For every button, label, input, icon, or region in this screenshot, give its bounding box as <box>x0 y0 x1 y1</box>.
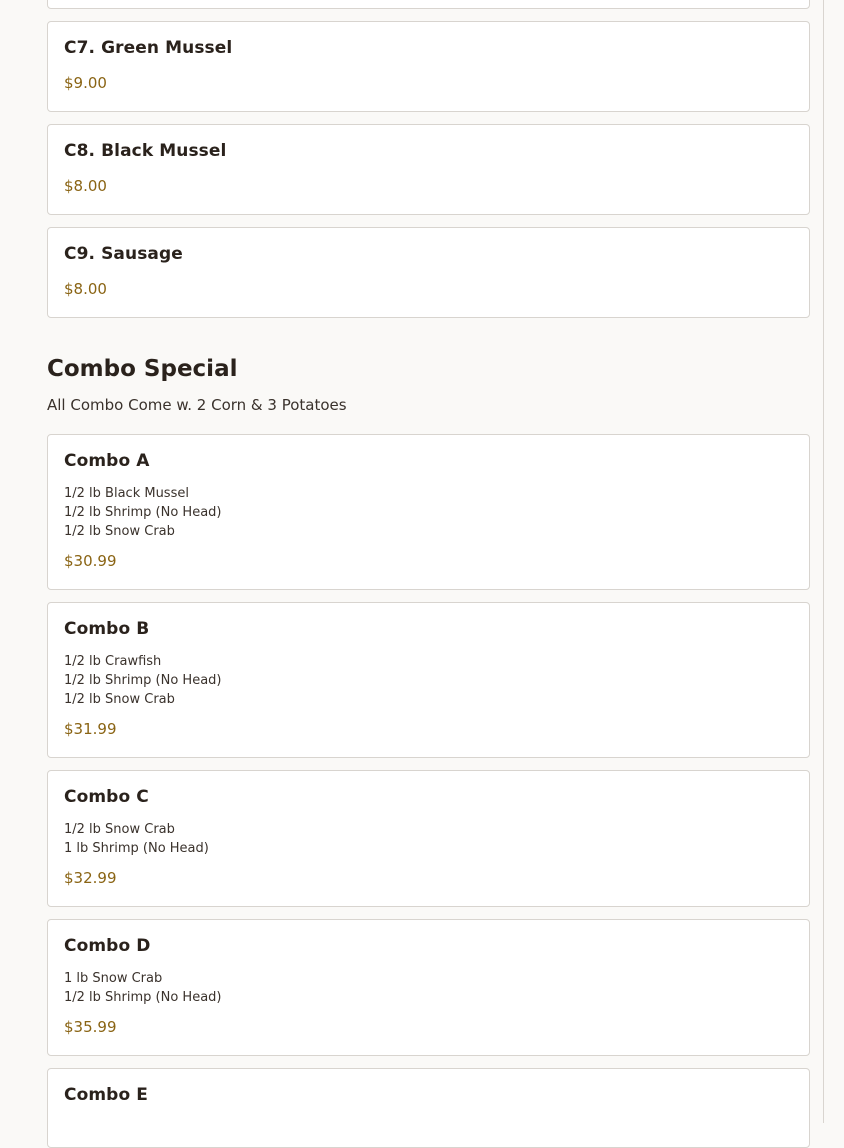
combo-price: $31.99 <box>64 720 117 738</box>
combo-price: $30.99 <box>64 552 117 570</box>
combo-line: 1/2 lb Crawfish <box>64 654 162 669</box>
combo-line: 1 lb Snow Crab <box>64 971 163 986</box>
combo-line: 1/2 lb Shrimp (No Head) <box>64 673 222 688</box>
combo-description <box>64 820 209 858</box>
combo-description <box>64 484 222 541</box>
combo-line: 1/2 lb Snow Crab <box>64 524 175 539</box>
combo-price: $32.99 <box>64 869 117 887</box>
item-name: C7. Green Mussel <box>64 38 233 58</box>
combo-card[interactable] <box>47 919 810 1056</box>
combo-line: 1/2 lb Snow Crab <box>64 822 175 837</box>
combo-name: Combo C <box>64 787 149 807</box>
combo-name: Combo E <box>64 1085 148 1105</box>
combo-line: 1/2 lb Snow Crab <box>64 692 175 707</box>
combo-line: 1 lb Shrimp (No Head) <box>64 841 209 856</box>
combo-name: Combo B <box>64 619 150 639</box>
section-subtitle: All Combo Come w. 2 Corn & 3 Potatoes <box>47 396 347 414</box>
combo-card[interactable] <box>47 1068 810 1148</box>
menu-item-card[interactable] <box>47 227 810 318</box>
menu-item-card[interactable] <box>47 21 810 112</box>
combo-price: $35.99 <box>64 1018 117 1036</box>
combo-name: Combo A <box>64 451 150 471</box>
combo-card[interactable] <box>47 602 810 758</box>
combo-line: 1/2 lb Shrimp (No Head) <box>64 990 222 1005</box>
menu-item-card-partial[interactable] <box>47 0 810 9</box>
combo-line: 1/2 lb Black Mussel <box>64 486 189 501</box>
combo-card[interactable] <box>47 770 810 907</box>
combo-line: 1/2 lb Shrimp (No Head) <box>64 505 222 520</box>
combo-card[interactable] <box>47 434 810 590</box>
item-price: $8.00 <box>64 280 107 298</box>
item-name: C8. Black Mussel <box>64 141 227 161</box>
combo-name: Combo D <box>64 936 151 956</box>
section-title: Combo Special <box>47 356 238 382</box>
combo-description <box>64 652 222 709</box>
item-name: C9. Sausage <box>64 244 183 264</box>
item-price: $9.00 <box>64 74 107 92</box>
menu-item-card[interactable] <box>47 124 810 215</box>
combo-description <box>64 969 222 1007</box>
item-price: $8.00 <box>64 177 107 195</box>
